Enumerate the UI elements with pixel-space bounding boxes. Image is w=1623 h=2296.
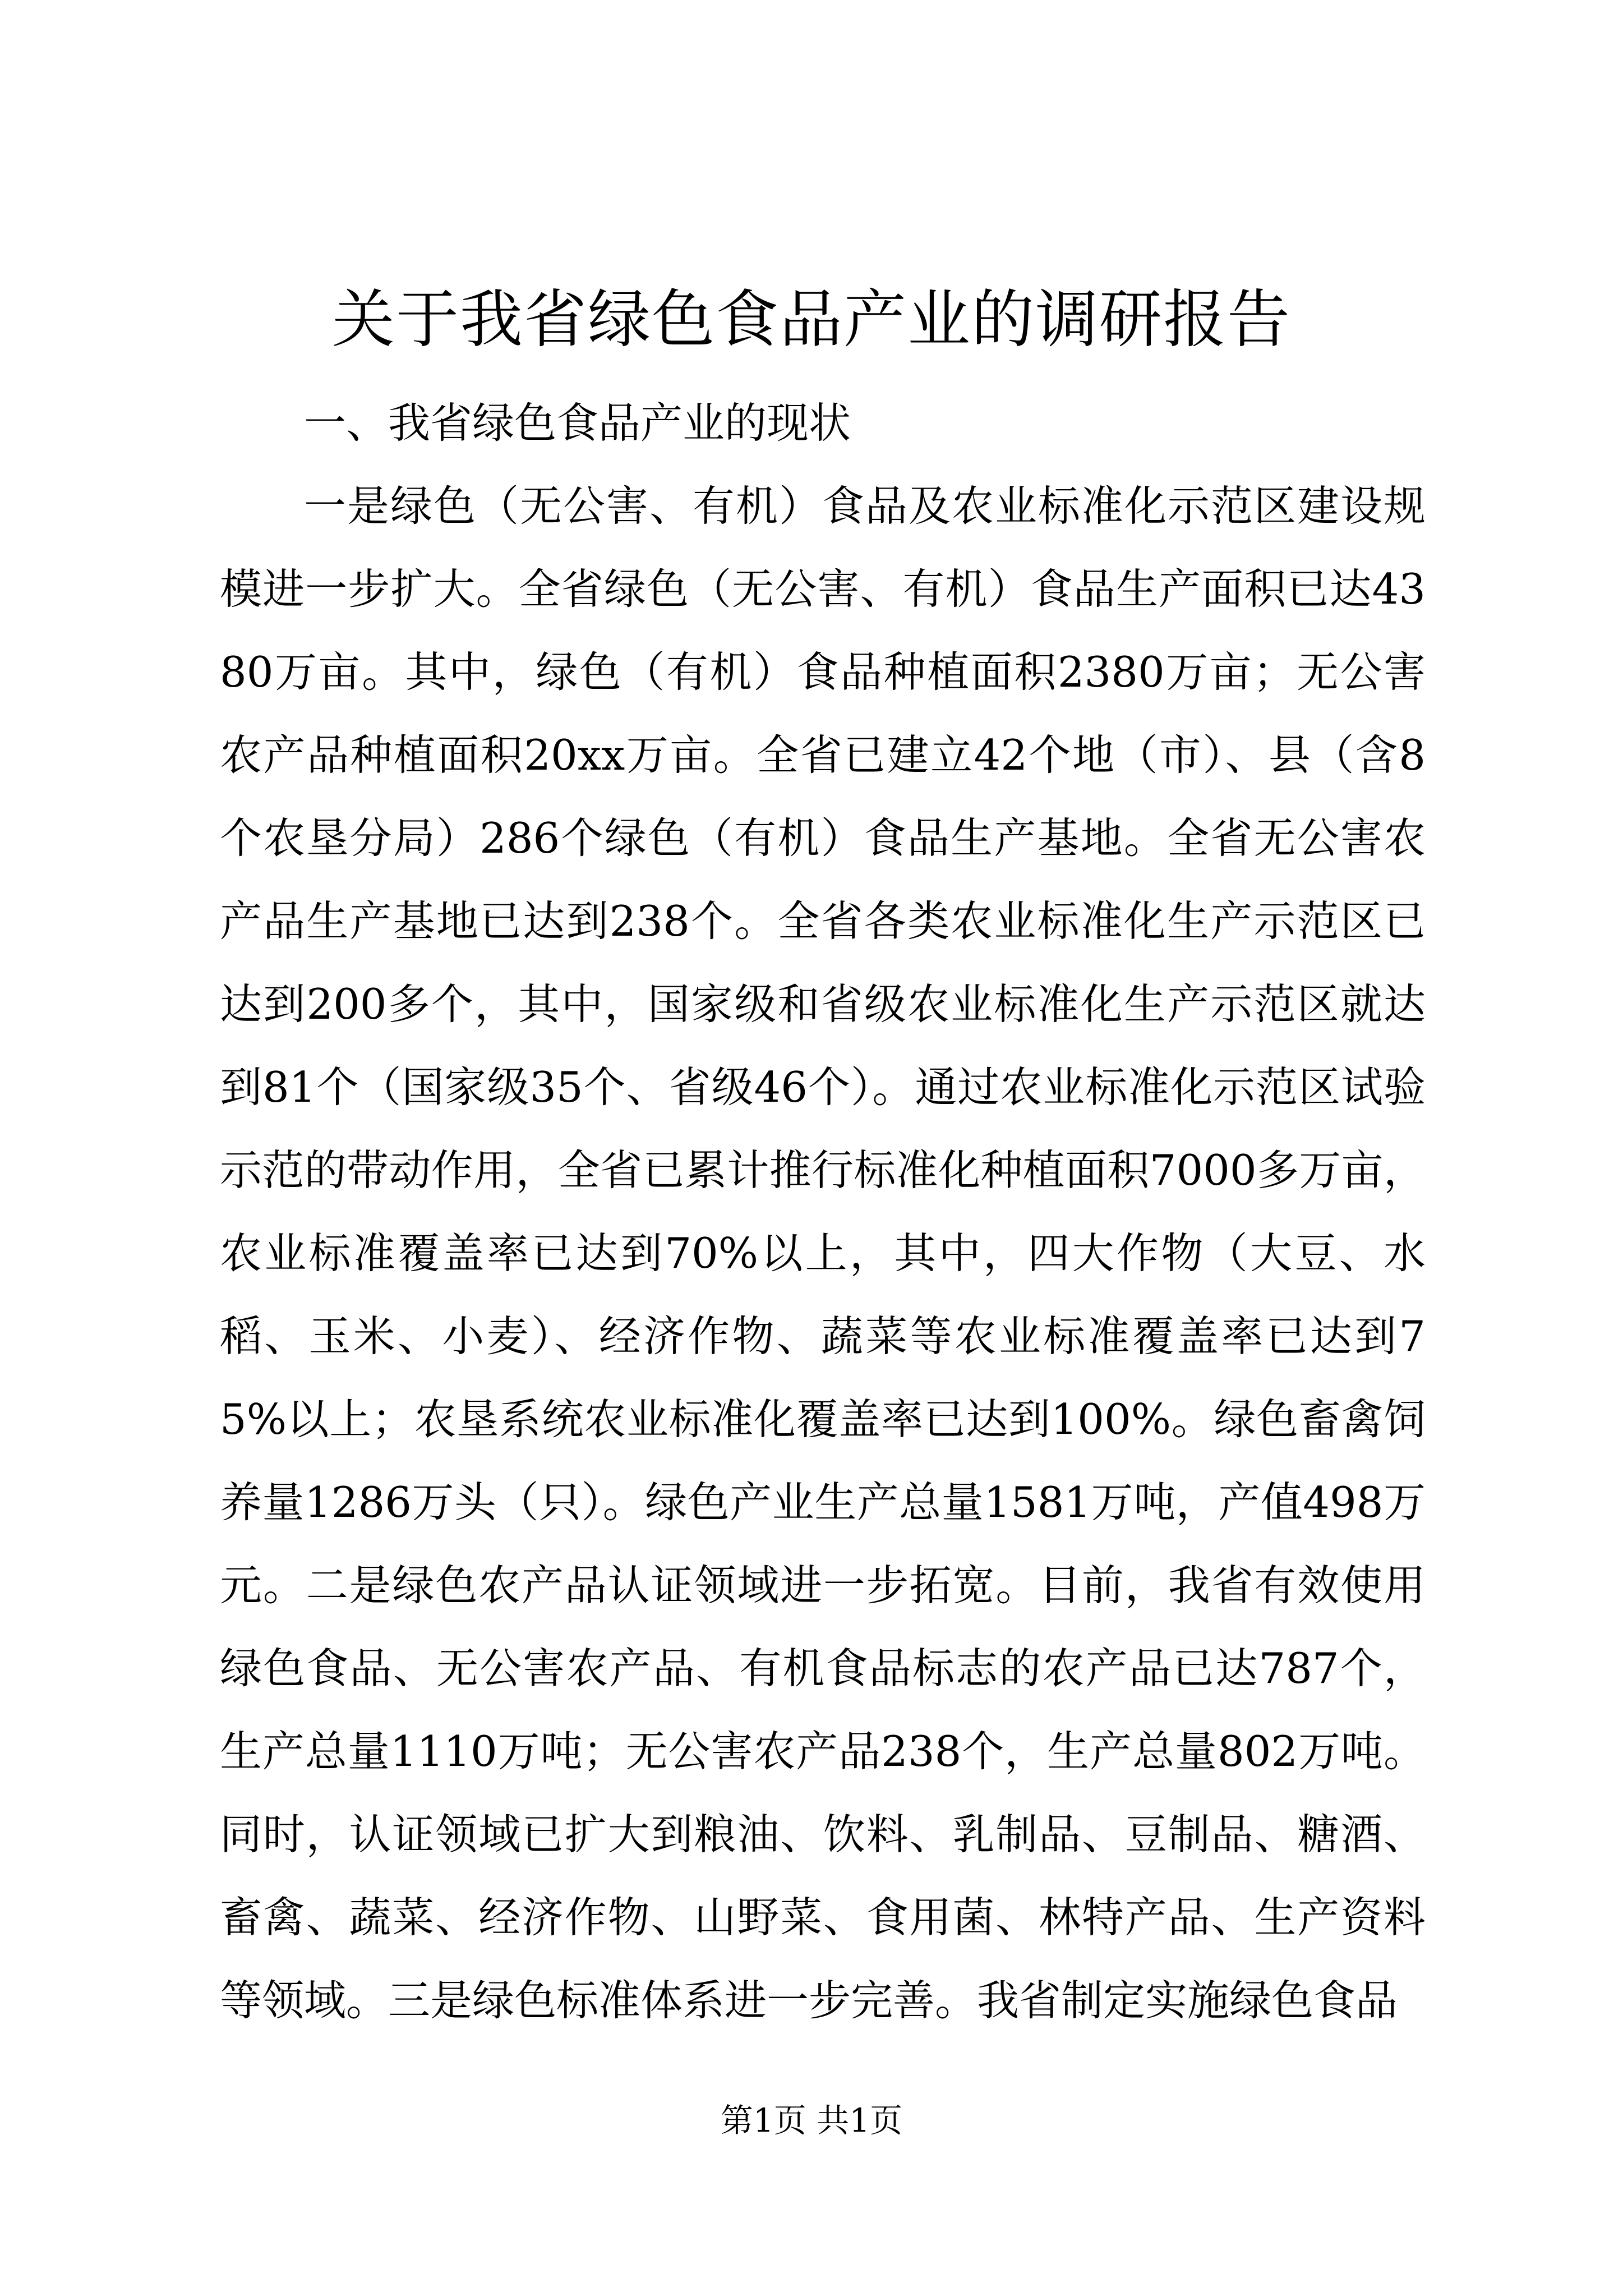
document-body bbox=[220, 381, 1426, 2042]
section-heading: 一、我省绿色食品产业的现状 bbox=[304, 398, 851, 448]
page-footer: 第1页 共1页 bbox=[720, 2101, 903, 2139]
document-title: 关于我省绿色食品产业的调研报告 bbox=[332, 283, 1291, 356]
body-paragraph: 一是绿色（无公害、有机）食品及农业标准化示范区建设规模进一步扩大。全省绿色（无公害、有机）食品生产面积已达4380万亩。其中，绿色（有机）食品种植面积2380万亩；无公害农产品种植面积20xx万亩。全省已建立42个地（市）、县（含8个农垦分局）286个绿色（有机）食品生产基地。全省无公害农产品生产基地已达到238个。全省各类农业标准化生产示范区已达到200多个，其中，国家级和省级农业标准化生产示范区就达到81个（国家级35个、省级46个）。通过农业标准化示范区试验示范的带动作用，全省已累计推行标准化种植面积7000多万亩，农业标准覆盖率已达到70%以上，其中，四大作物（大豆、水稻、玉米、小麦）、经济作物、蔬菜等农业标准覆盖率已达到75%以上；农垦系统农业标准化覆盖率已达到100%。绿色畜禽饲养量1286万头（只）。绿色产业生产总量1581万吨，产值498万元。二是绿色农产品认证领域进一步拓宽。目前，我省有效使用绿色食品、无公害农产品、有机食品标志的农产品已达787个，生产总量1110万吨；无公害农产品238个，生产总量802万吨。同时，认证领域已扩大到粮油、饮料、乳制品、豆制品、糖酒、畜禽、蔬菜、经济作物、山野菜、食用菌、林特产品、生产资料等领域。三是绿色标准体系进一步完善。我省制定实施绿色食品 bbox=[220, 481, 1426, 2025]
